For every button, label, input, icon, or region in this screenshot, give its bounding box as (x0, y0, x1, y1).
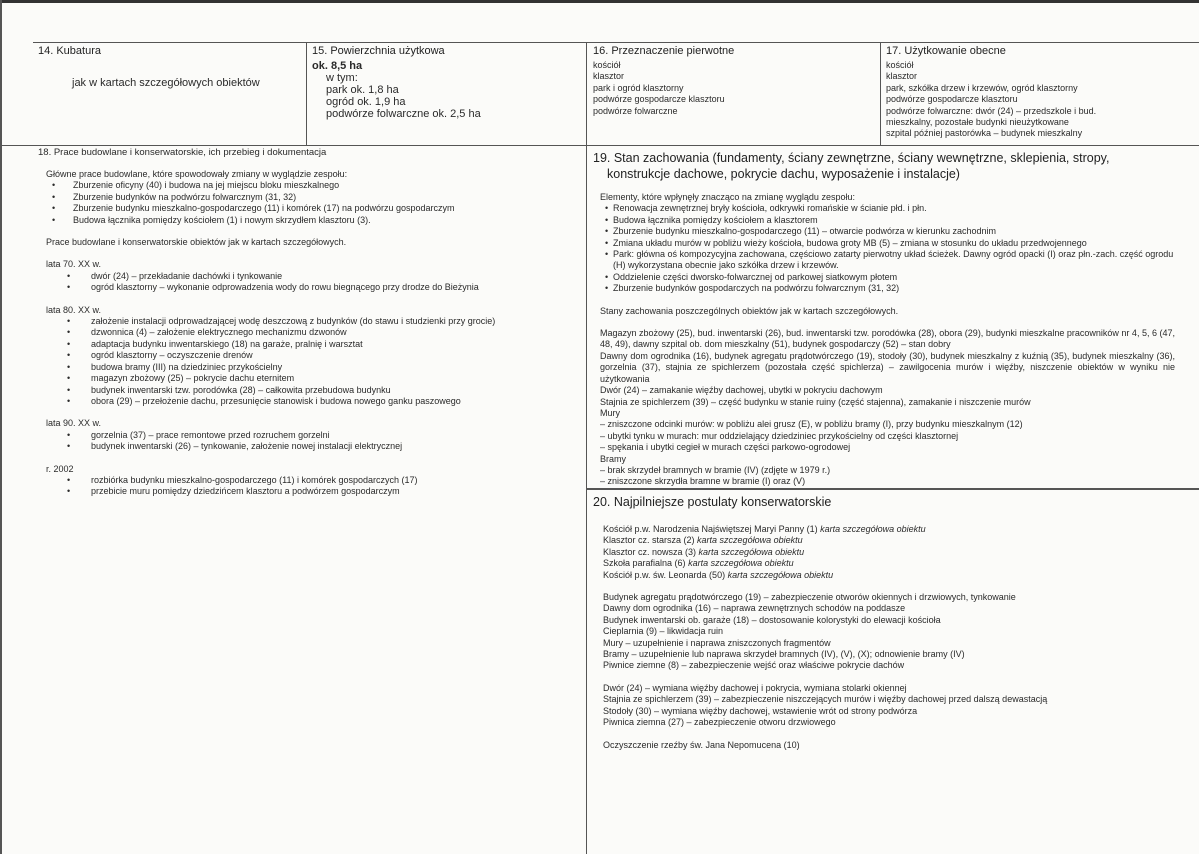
postulate-line: Dwór (24) – wymiana więźby dachowej i pokrycia, wymiana stolarki okiennej (603, 682, 907, 693)
section-value: jak w kartach szczegółowych obiektów (72, 77, 260, 89)
object-row (603, 558, 1193, 569)
intro-text: Elementy, które wpłynęły znacząco na zmianę wyglądu zespołu: (600, 192, 855, 202)
object-row (603, 570, 1193, 581)
divider (880, 42, 881, 146)
divider (0, 145, 1199, 146)
condition-line: – brak skrzydeł bramnych w bramie (IV) (zdjęte w 1979 r.) (600, 464, 831, 475)
condition-line: Dawny dom ogrodnika (16), budynek agregatu prądotwórczego (19), stodoły (30), budynek mieszkalny z kuźnią (35), budynek mieszkalny (36), gorzelnia (37), stajnia ze spichlerzem (pozostała część spichlerza) – zawilgocenia murów i więźby, niszczenie obiektów w wyniku nie użytkowania (600, 350, 1175, 384)
object-row (603, 547, 1193, 558)
object-row (603, 535, 1193, 546)
divider (586, 42, 587, 854)
scan-edge (0, 0, 1199, 3)
list-item: • Renowacja zewnętrznej bryły kościoła, odkrywki romańskie w ścianie płd. i płn. (603, 203, 1175, 214)
note-text: Prace budowlane i konserwatorskie obiektów jak w kartach szczegółowych. (46, 237, 347, 248)
objects-list (603, 524, 1193, 581)
postulate-line: Stajnia ze spichlerzem (39) – zabezpieczenie niszczejących murów i więźby dachowej przed dalszą dewastacją (603, 694, 1048, 705)
list-item: • budynek inwentarski tzw. porodówka (28) – całkowita przebudowa budynku (46, 385, 583, 396)
list-item: • Park: główna oś kompozycyjna zachowana, częściowo zatarty pierwotny układ ścieżek. Dawny ogród opacki (I) oraz płn.-zach. część ogrodu (H) wykorzystana obecnie jako szkółka drzew i krzewów. (603, 249, 1175, 272)
list-item: • ogród klasztorny – oczyszczenie drenów (46, 350, 583, 361)
condition-line: Dwór (24) – zamakanie więźby dachowej, ubytki w pokryciu dachowym (600, 385, 883, 396)
postulates-group-2 (603, 683, 1193, 729)
divider (306, 42, 307, 146)
list-item: • ogród klasztorny – wykonanie odprowadzenia wody do rowu biegnącego przy drodze do Bieżynia (46, 282, 583, 293)
condition-line: Bramy (600, 453, 627, 464)
changes-list (600, 203, 1175, 294)
object-card-ref: karta szczegółowa obiektu (698, 546, 805, 557)
section-title: 15. Powierzchnia użytkowa (312, 45, 445, 57)
use-line: park i ogród klasztorny (593, 82, 684, 93)
object-name: Klasztor cz. nowsza (3) (603, 546, 697, 557)
area-breakdown (312, 72, 481, 120)
main-works-list (46, 180, 583, 226)
list-item: • Oddzielenie części dworsko-folwarcznej od parkowej siatkowym płotem (603, 272, 1175, 283)
use-line: szpital później pastorówka – budynek mieszkalny (886, 128, 1083, 139)
list-item: • rozbiórka budynku mieszkalno-gospodarczego (11) i komórek gospodarczych (17) (46, 475, 583, 486)
section-15 (312, 45, 481, 120)
area-line: w tym: (326, 72, 358, 84)
section-title: 20. Najpilniejsze postulaty konserwatorskie (593, 495, 832, 509)
use-line: klasztor (886, 71, 918, 82)
postulate-line: Mury – uzupełnienie i naprawa zniszczonych fragmentów (603, 637, 831, 648)
postulate-line: Cieplarnia (9) – likwidacja ruin (603, 626, 724, 637)
use-line: podwórze gospodarcze klasztoru (886, 94, 1018, 105)
condition-line: – zniszczone odcinki murów: w pobliżu alei grusz (E), w pobliżu bramy (I), przy budynku mieszkalnym (12) (600, 419, 1023, 430)
list-item: • dwór (24) – przekładanie dachówki i tynkowanie (46, 271, 583, 282)
object-name: Szkoła parafialna (6) (603, 558, 686, 569)
section-title-cont: konstrukcje dachowe, pokrycie dachu, wyposażenie i instalacje) (607, 167, 960, 181)
divider (33, 42, 1199, 43)
note-text: Stany zachowania poszczególnych obiektów jak w kartach szczegółowych. (600, 305, 899, 316)
period-label: lata 80. XX w. (46, 304, 102, 315)
postulate-line: Budynek agregatu prądotwórczego (19) – zabezpieczenie otworów okiennych i drzwiowych, tynkowanie (603, 592, 1016, 603)
section-18 (38, 147, 583, 498)
condition-line: Magazyn zbożowy (25), bud. inwentarski (26), bud. inwentarski tzw. porodówka (28), obora (29), budynki mieszkalne pracowników nr 4, 5, 6 (47, 48, 49), dawny szpital ob. dom mieszkalny (51), budynek gospodarczy (52) – stan dobry (600, 328, 1175, 350)
section-title: 17. Użytkowanie obecne (886, 45, 1006, 57)
section-17 (886, 45, 1096, 140)
postulate-sculpture: Oczyszczenie rzeźby św. Jana Nepomucena (10) (603, 739, 800, 750)
list-item: • Zburzenie budynków na podwórzu folwarcznym (31, 32) (46, 192, 583, 203)
section-14 (38, 45, 260, 89)
area-line: podwórze folwarczne ok. 2,5 ha (326, 108, 481, 120)
postulates-group-1 (603, 592, 1193, 672)
postulate-line: Bramy – uzupełnienie lub naprawa skrzydeł bramnych (IV), (V), (X); odnowienie bramy (IV) (603, 649, 965, 660)
condition-line: – ubytki tynku w murach: mur oddzielający dziedziniec przykościelny od części klasztornej (600, 430, 959, 441)
list-item: • przebicie muru pomiędzy dziedzińcem klasztoru a podwórzem gospodarczym (46, 486, 583, 497)
use-line: klasztor (593, 71, 625, 82)
list-item: • budowa bramy (III) na dziedziniec przykościelny (46, 362, 583, 373)
section-16 (593, 45, 734, 117)
period-label: lata 90. XX w. (46, 418, 102, 429)
list-item: • dzwonnica (4) – założenie elektrycznego mechanizmu dzwonów (46, 327, 583, 338)
object-row (603, 524, 1193, 535)
period-works (46, 430, 583, 453)
list-item: • adaptacja budynku inwentarskiego (18) na garaże, pralnię i warsztat (46, 339, 583, 350)
object-name: Klasztor cz. starsza (2) (603, 535, 695, 546)
list-item: • magazyn zbożowy (25) – pokrycie dachu eternitem (46, 373, 583, 384)
section-20 (593, 494, 1193, 751)
section-title: 14. Kubatura (38, 45, 101, 57)
use-line: park, szkółka drzew i krzewów, ogród klasztorny (886, 82, 1078, 93)
list-item: • Budowa łącznika pomiędzy kościołem a klasztorem (603, 215, 1175, 226)
object-card-ref: karta szczegółowa obiektu (688, 558, 794, 569)
postulate-line: Piwnica ziemna (27) – zabezpieczenie otworu drzwiowego (603, 717, 836, 728)
object-card-ref: karta szczegółowa obiektu (820, 524, 926, 534)
section-title: 16. Przeznaczenie pierwotne (593, 45, 735, 57)
intro-text: Główne prace budowlane, które spowodowały zmiany w wyglądzie zespołu: (46, 169, 348, 179)
section-title: 19. Stan zachowania (fundamenty, ściany zewnętrzne, ściany wewnętrzne, sklepienia, stropy, (593, 151, 1110, 165)
use-line: kościół (593, 60, 621, 70)
object-card-ref: karta szczegółowa obiektu (697, 535, 803, 546)
postulate-line: Dawny dom ogrodnika (16) – naprawa zewnętrznych schodów na poddasze (603, 603, 906, 614)
list-item: • obora (29) – przełożenie dachu, przesunięcie stanowisk i budowa nowego ganku paszowego (46, 396, 583, 407)
period-works (46, 271, 583, 294)
period-label: lata 70. XX w. (46, 259, 102, 270)
postulate-line: Stodoły (30) – wymiana więźby dachowej, wstawienie wrót od strony podwórza (603, 705, 918, 716)
period-label: r. 2002 (46, 463, 74, 474)
condition-line: – spękania i ubytki cegieł w murach części parkowo-ogrodowej (600, 442, 851, 453)
list-item: • Zburzenie budynków gospodarczych na podwórzu folwarcznym (31, 32) (603, 283, 1175, 294)
total-area: ok. 8,5 ha (312, 60, 363, 72)
divider (587, 488, 1199, 490)
list-item: • założenie instalacji odprowadzającej wodę deszczową z budynków (do stawu i studzienki przy grocie) (46, 316, 583, 327)
section-title: 18. Prace budowlane i konserwatorskie, ich przebieg i dokumentacja (38, 147, 327, 158)
condition-line: Stajnia ze spichlerzem (39) – część budynku w stanie ruiny (część stajenna), zamakanie i niszczenie murów (600, 396, 1031, 407)
use-line: kościół (886, 60, 914, 70)
object-card-ref: karta szczegółowa obiektu (727, 569, 834, 580)
list-item: • Budowa łącznika pomiędzy kościołem (1) i nowym skrzydłem klasztoru (3). (46, 215, 583, 226)
list-item: • budynek inwentarski (26) – tynkowanie, założenie nowej instalacji elektrycznej (46, 441, 583, 452)
condition-line: Mury (600, 407, 620, 418)
period-works (46, 475, 583, 498)
condition-details (600, 328, 1175, 488)
periods (46, 248, 583, 497)
original-use-list (593, 60, 734, 117)
current-use-list (886, 60, 1096, 140)
use-line: podwórze folwarczne (593, 105, 678, 116)
object-name: Kościół p.w. Narodzenia Najświętszej Maryi Panny (1) (603, 524, 818, 534)
period-works (46, 316, 583, 407)
use-line: mieszkalny, pozostałe budynki nieużytkowane (886, 117, 1069, 128)
section-19 (593, 150, 1193, 488)
scan-edge (0, 0, 2, 854)
area-line: park ok. 1,8 ha (326, 84, 399, 96)
area-line: ogród ok. 1,9 ha (326, 96, 406, 108)
use-line: podwórze gospodarcze klasztoru (593, 94, 725, 105)
postulate-line: Budynek inwentarski ob. garaże (18) – dostosowanie kolorystyki do elewacji kościoła (603, 614, 941, 625)
list-item: • gorzelnia (37) – prace remontowe przed rozruchem gorzelni (46, 430, 583, 441)
use-line: podwórze folwarczne: dwór (24) – przedszkole i bud. (886, 105, 1097, 116)
postulate-line: Piwnice ziemne (8) – zabezpieczenie wejść oraz właściwe pokrycie dachów (603, 660, 905, 671)
condition-line: – zniszczone skrzydła bramne w bramie (I) oraz (V) (600, 476, 806, 487)
list-item: • Zmiana układu murów w pobliżu wieży kościoła, budowa groty MB (5) – zmiana w stosunku do układu przedwojennego (603, 238, 1175, 249)
list-item: • Zburzenie budynku mieszkalno-gospodarczego (11) i komórek (17) na podwórzu gospodarczym (46, 203, 583, 214)
list-item: • Zburzenie oficyny (40) i budowa na jej miejscu bloku mieszkalnego (46, 180, 583, 191)
object-name: Kościół p.w. św. Leonarda (50) (603, 569, 726, 580)
list-item: • Zburzenie budynku mieszkalno-gospodarczego (11) – otwarcie podwórza w kierunku zachodnim (603, 226, 1175, 237)
